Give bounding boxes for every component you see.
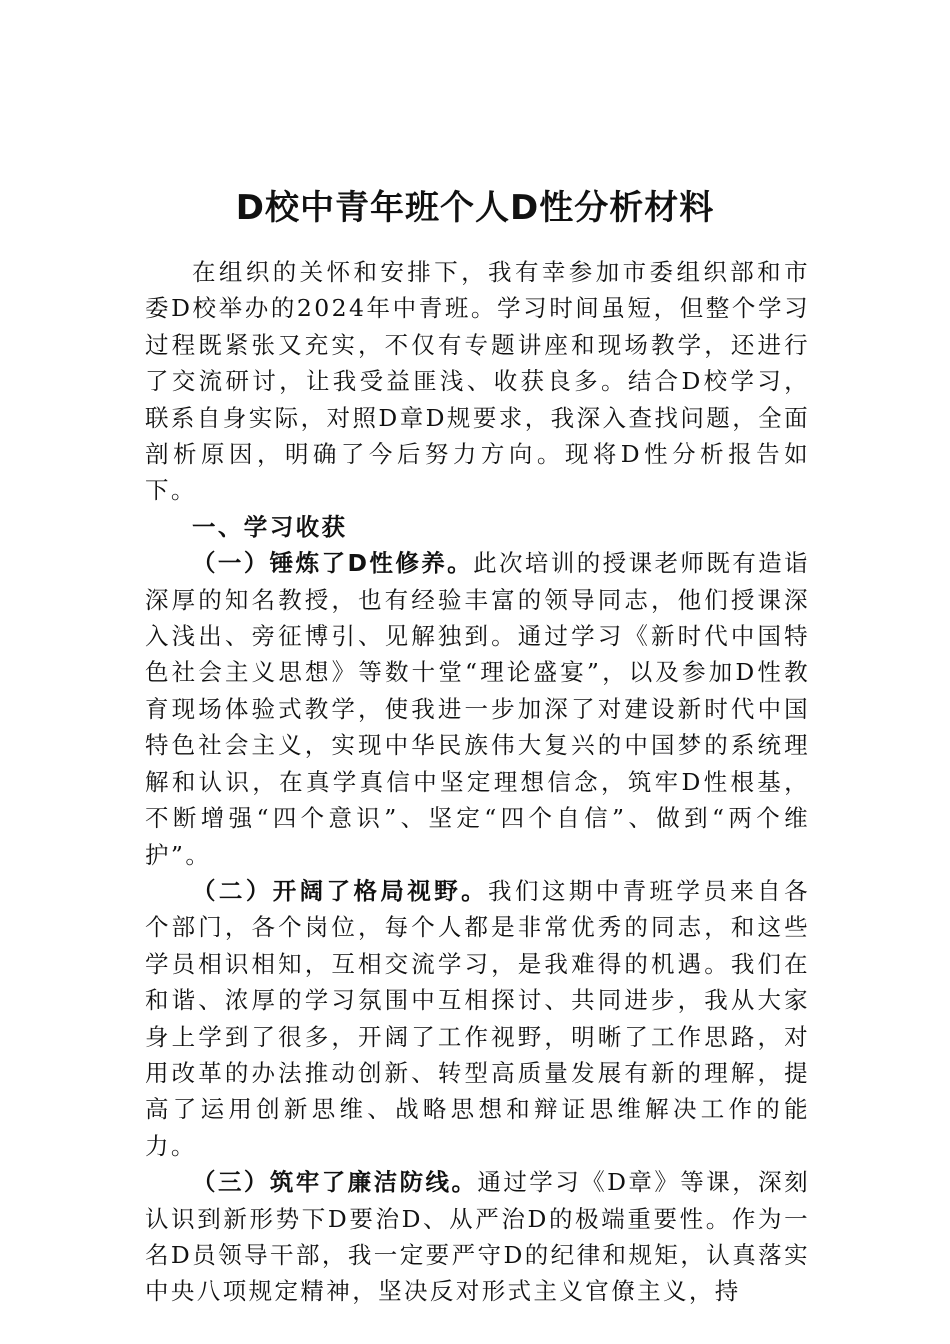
paragraph-3-text: 通过学习《D章》等课，深刻认识到新形势下D要治D、从严治D的极端重要性。作为一名D员领导干部，我一定要严守D的纪律和规矩，认真落实中央八项规定精神，坚决反对形式主义官僚主义，持 bbox=[145, 1168, 810, 1306]
paragraph-1-lead: （一）锤炼了D性修养。 bbox=[192, 549, 474, 578]
paragraph-2-text: 我们这期中青班学员来自各个部门，各个岗位，每个人都是非常优秀的同志，和这些学员相识相知，互相交流学习，是我难得的机遇。我们在和谐、浓厚的学习氛围中互相探讨、共同进步，我从大家身上学到了很多，开阔了工作视野，明晰了工作思路，对用改革的办法推动创新、转型高质量发展有新的理解，提高了运用创新思维、战略思想和辩证思维解决工作的能力。 bbox=[145, 876, 810, 1160]
document-title: D校中青年班个人D性分析材料 bbox=[235, 187, 715, 228]
paragraph-2 bbox=[145, 873, 810, 1164]
document-body bbox=[145, 254, 810, 1310]
paragraph-3-lead: （三）筑牢了廉洁防线。 bbox=[192, 1168, 478, 1197]
paragraph-3 bbox=[145, 1164, 810, 1310]
section-heading: 一、学习收获 bbox=[192, 512, 348, 541]
intro-paragraph: 在组织的关怀和安排下，我有幸参加市委组织部和市委D校举办的2024年中青班。学习时间虽短，但整个学习过程既紧张又充实，不仅有专题讲座和现场教学，还进行了交流研讨，让我受益匪浅、收获良多。结合D校学习，联系自身实际，对照D章D规要求，我深入查找问题，全面剖析原因，明确了今后努力方向。现将D性分析报告如下。 bbox=[145, 258, 810, 505]
paragraph-2-lead: （二）开阔了格局视野。 bbox=[192, 876, 489, 905]
paragraph-1 bbox=[145, 545, 810, 873]
paragraph-1-text: 此次培训的授课老师既有造诣深厚的知名教授，也有经验丰富的领导同志，他们授课深入浅出、旁征博引、见解独到。通过学习《新时代中国特色社会主义思想》等数十堂“理论盛宴”，以及参加D性教育现场体验式教学，使我进一步加深了对建设新时代中国特色社会主义，实现中华民族伟大复兴的中国梦的系统理解和认识，在真学真信中坚定理想信念，筑牢D性根基，不断增强“四个意识”、坚定“四个自信”、做到“两个维护”。 bbox=[145, 549, 810, 869]
